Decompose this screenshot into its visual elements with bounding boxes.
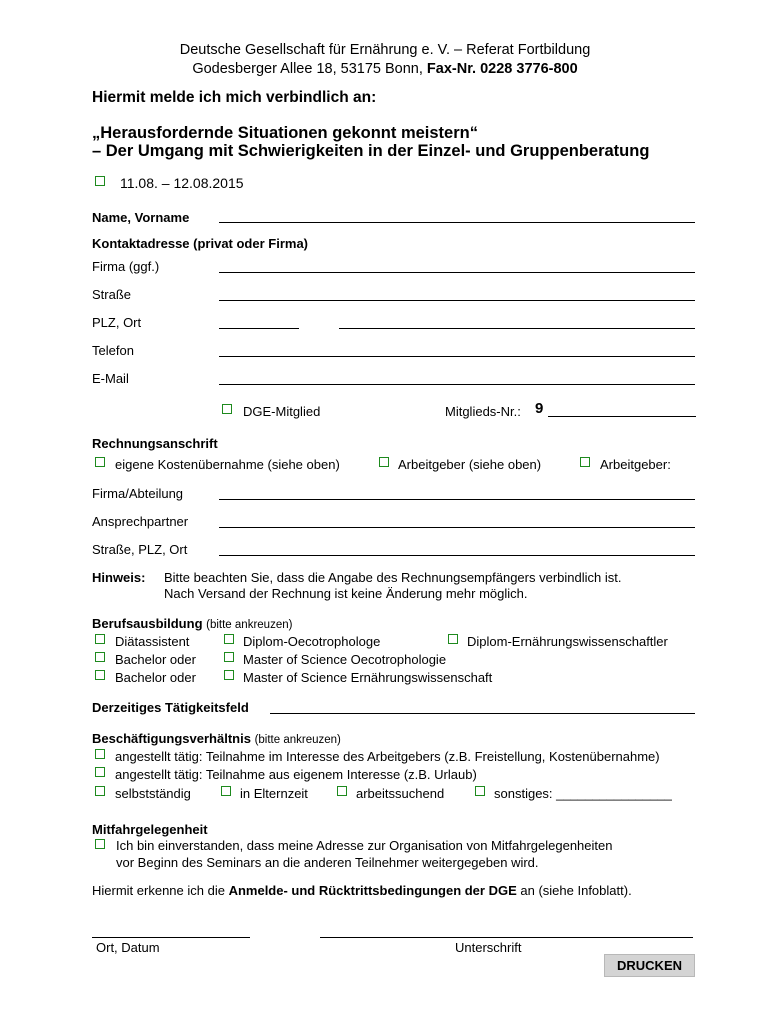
org-line: Deutsche Gesellschaft für Ernährung e. V. – Referat Fortbildung (179, 42, 591, 58)
education-heading (92, 616, 292, 631)
member-nr-value[interactable]: 9 (535, 400, 544, 417)
address-line (0, 61, 770, 77)
dge-member-label: DGE-Mitglied (243, 404, 321, 419)
bachelor-2-label: Bachelor oder (115, 670, 196, 685)
carpool-checkbox[interactable] (95, 839, 105, 849)
terms-bold: Anmelde- und Rücktrittsbedingungen der DGE (228, 883, 517, 898)
seminar-title: „Herausfordernde Situationen gekonnt meistern“ (92, 124, 478, 142)
master-oeco-label: Master of Science Oecotrophologie (243, 652, 447, 667)
terms-suffix: an (siehe Infoblatt). (520, 883, 632, 898)
notice-label: Hinweis: (92, 570, 146, 585)
education-hint: (bitte ankreuzen) (206, 619, 293, 631)
bachelor-2-checkbox[interactable] (95, 670, 105, 680)
carpool-line-2: vor Beginn des Seminars an die anderen Teilnehmer weitergegeben wird. (116, 855, 539, 870)
signature-label: Unterschrift (455, 940, 522, 955)
other-label: sonstiges: ________________ (494, 786, 672, 801)
bachelor-1-checkbox[interactable] (95, 652, 105, 662)
employer-above-checkbox[interactable] (379, 457, 389, 467)
strasse-field[interactable] (219, 300, 695, 301)
signature-field[interactable] (320, 937, 693, 938)
employer-checkbox[interactable] (580, 457, 590, 467)
employment-title: Beschäftigungsverhältnis (92, 731, 251, 746)
job-seeking-label: arbeitssuchend (356, 786, 445, 801)
diaet-label: Diätassistent (115, 634, 190, 649)
telefon-field[interactable] (219, 356, 695, 357)
employer-label: Arbeitgeber: (600, 457, 671, 472)
email-field[interactable] (219, 384, 695, 385)
ernaehrwiss-checkbox[interactable] (448, 634, 458, 644)
self-employed-label: selbstständig (115, 786, 191, 801)
own-costs-label: eigene Kostenübernahme (siehe oben) (115, 457, 340, 472)
ort-field[interactable] (339, 328, 695, 329)
employment-hint: (bitte ankreuzen) (254, 734, 341, 746)
own-interest-checkbox[interactable] (95, 767, 105, 777)
activity-label: Derzeitiges Tätigkeitsfeld (92, 700, 249, 715)
firma-field[interactable] (219, 272, 695, 273)
contact-heading: Kontaktadresse (privat oder Firma) (92, 236, 309, 251)
dge-member-checkbox[interactable] (222, 404, 232, 414)
self-employed-checkbox[interactable] (95, 786, 105, 796)
firma-abteilung-label: Firma/Abteilung (92, 486, 184, 501)
seminar-subtitle: – Der Umgang mit Schwierigkeiten in der Einzel- und Gruppenberatung (92, 142, 650, 160)
place-date-label: Ort, Datum (96, 940, 160, 955)
notice-line-2: Nach Versand der Rechnung ist keine Änderung mehr möglich. (164, 586, 528, 601)
carpool-line-1: Ich bin einverstanden, dass meine Adresse zur Organisation von Mitfahrgelegenheiten (116, 838, 613, 853)
master-oeco-checkbox[interactable] (224, 652, 234, 662)
own-interest-label: angestellt tätig: Teilnahme aus eigenem Interesse (z.B. Urlaub) (115, 767, 477, 782)
master-ern-checkbox[interactable] (224, 670, 234, 680)
address-text: Godesberger Allee 18, 53175 Bonn, (192, 61, 423, 77)
billing-address-label: Straße, PLZ, Ort (92, 542, 188, 557)
parental-leave-checkbox[interactable] (221, 786, 231, 796)
print-button[interactable]: DRUCKEN (604, 954, 695, 977)
carpool-heading: Mitfahrgelegenheit (92, 822, 208, 837)
fax-number: Fax-Nr. 0228 3776-800 (426, 61, 578, 77)
telefon-label: Telefon (92, 343, 134, 358)
activity-field[interactable] (270, 713, 695, 714)
ernaehrwiss-label: Diplom-Ernährungswissenschaftler (467, 634, 668, 649)
member-nr-label: Mitglieds-Nr.: (445, 404, 521, 419)
email-label: E-Mail (92, 371, 129, 386)
own-costs-checkbox[interactable] (95, 457, 105, 467)
place-date-field[interactable] (92, 937, 250, 938)
oecotroph-label: Diplom-Oecotrophologe (243, 634, 381, 649)
seminar-date: 11.08. – 12.08.2015 (120, 175, 244, 191)
education-title: Berufsausbildung (92, 616, 203, 631)
terms-text (92, 883, 632, 898)
ansprechpartner-label: Ansprechpartner (92, 514, 189, 529)
member-nr-field[interactable] (548, 416, 696, 417)
employer-interest-checkbox[interactable] (95, 749, 105, 759)
job-seeking-checkbox[interactable] (337, 786, 347, 796)
plz-ort-label: PLZ, Ort (92, 315, 142, 330)
oecotroph-checkbox[interactable] (224, 634, 234, 644)
employer-above-label: Arbeitgeber (siehe oben) (398, 457, 542, 472)
employer-interest-label: angestellt tätig: Teilnahme im Interesse des Arbeitgebers (z.B. Freistellung, Kostenübernahme) (115, 749, 660, 764)
date-checkbox[interactable] (95, 176, 105, 186)
billing-address-field[interactable] (219, 555, 695, 556)
plz-field[interactable] (219, 328, 299, 329)
billing-heading: Rechnungsanschrift (92, 436, 218, 451)
name-field[interactable] (219, 222, 695, 223)
notice-line-1: Bitte beachten Sie, dass die Angabe des Rechnungsempfängers verbindlich ist. (164, 570, 622, 585)
ansprechpartner-field[interactable] (219, 527, 695, 528)
parental-leave-label: in Elternzeit (240, 786, 308, 801)
firma-label: Firma (ggf.) (92, 259, 160, 274)
bachelor-1-label: Bachelor oder (115, 652, 196, 667)
intro-heading: Hiermit melde ich mich verbindlich an: (92, 89, 377, 106)
strasse-label: Straße (92, 287, 132, 302)
employment-heading (92, 731, 341, 746)
master-ern-label: Master of Science Ernährungswissenschaft (243, 670, 493, 685)
firma-abteilung-field[interactable] (219, 499, 695, 500)
other-checkbox[interactable] (475, 786, 485, 796)
terms-prefix: Hiermit erkenne ich die (92, 883, 225, 898)
name-label: Name, Vorname (92, 210, 190, 225)
diaet-checkbox[interactable] (95, 634, 105, 644)
